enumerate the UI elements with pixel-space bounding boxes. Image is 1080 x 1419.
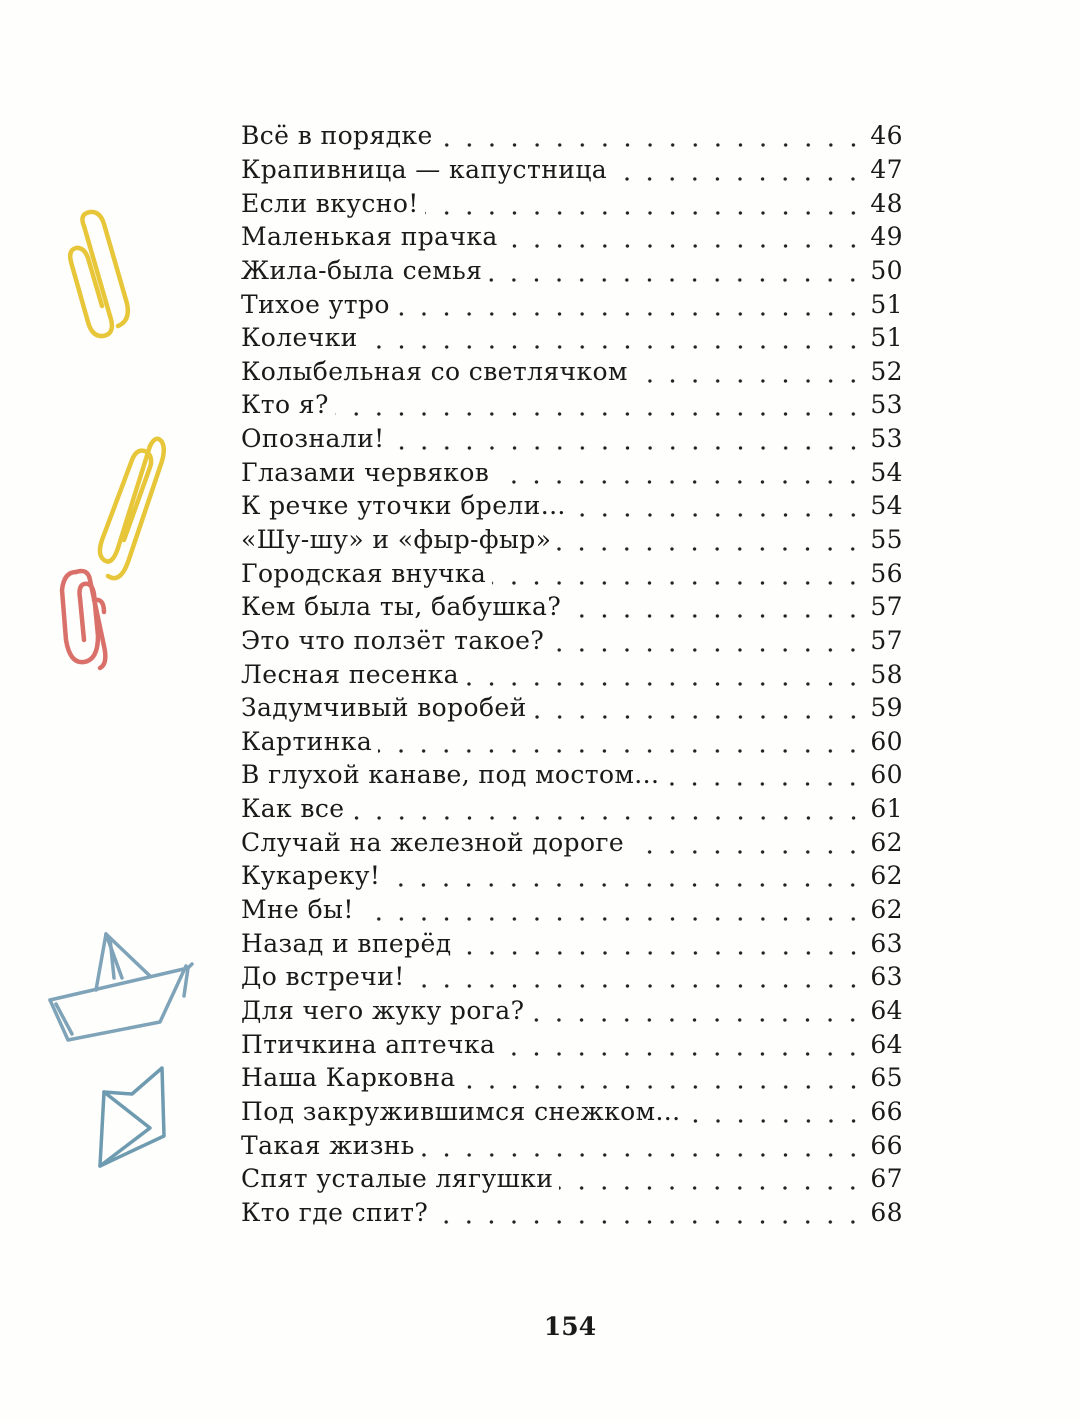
paperclip-icon [62,571,105,668]
triangle-icon [100,1068,164,1166]
toc-entry [241,926,903,960]
toc-entry-page: 61 [870,794,903,824]
dot-leader [634,359,865,384]
toc-entry [241,287,903,321]
dot-leader [488,258,864,283]
toc-entry [241,657,903,691]
toc-entry-title: Наша Карковна [241,1063,456,1093]
toc-entry-page: 59 [870,693,903,723]
toc-entry [241,825,903,859]
toc-entry [241,1027,903,1061]
dot-leader [533,695,865,720]
toc-entry [241,321,903,355]
toc-entry-title: Маленькая прачка [241,222,498,252]
dot-leader [613,157,864,182]
toc-entry [241,354,903,388]
toc-entry-title: Крапивница — капустница [241,154,608,184]
dot-leader [364,325,865,350]
dot-leader [557,527,864,552]
dot-leader [391,426,865,451]
toc-entry-title: Опознали! [241,424,385,454]
dot-leader [421,1133,865,1158]
toc-entry-title: Такая жизнь [241,1130,415,1160]
toc-entry-page: 63 [870,962,903,992]
toc-entry [241,1095,903,1129]
toc-entry [241,960,903,994]
toc-entry-page: 53 [870,424,903,454]
dot-leader [665,762,864,787]
toc-entry [241,624,903,658]
dot-leader [386,863,864,888]
dot-leader [458,931,865,956]
toc-entry-title: Картинка [241,726,373,756]
toc-entry-page: 64 [870,995,903,1025]
toc-entry-title: В глухой канаве, под мостом... [241,760,660,790]
toc-entry [241,220,903,254]
dot-leader [425,191,865,216]
dot-leader [465,662,864,687]
toc-entry-page: 55 [870,525,903,554]
toc-entry-page: 66 [870,1130,903,1160]
toc-entry [241,119,903,153]
toc-entry-title: Колыбельная со светлячком [241,356,628,386]
toc-entry-title: К речке уточки брели... [241,491,566,521]
toc-entry-page: 62 [870,861,903,891]
toc-entry-title: Глазами червяков [241,457,490,487]
toc-entry-page: 48 [870,188,903,218]
toc-entry-page: 62 [870,895,903,925]
toc-entry-page: 46 [870,121,903,151]
toc-entry [241,1162,903,1196]
toc-entry [241,994,903,1028]
toc-entry [241,859,903,893]
toc-entry-page: 47 [870,154,903,184]
dot-leader [335,392,865,417]
toc-entry-page: 57 [870,625,903,655]
dot-leader [462,1065,865,1090]
dot-leader [630,830,864,855]
toc-entry-page: 50 [870,255,903,285]
toc-entry-page: 57 [870,592,903,622]
dot-leader [396,292,865,317]
dot-leader [495,460,864,485]
toc-entry-title: Если вкусно! [241,188,419,218]
toc-entry-page: 65 [870,1063,903,1093]
dot-leader [559,1166,864,1191]
toc-entry [241,758,903,792]
toc-entry-page: 49 [870,222,903,252]
toc-entry [241,153,903,187]
toc-entry-title: «Шу-шу» и «фыр-фыр» [241,525,552,554]
toc-entry-title: Колечки [241,323,358,353]
dot-leader [687,1099,865,1124]
toc-entry-title: Под закружившимся снежком... [241,1096,681,1126]
toc-entry [241,523,903,557]
toc-entry-title: Городская внучка [241,558,487,588]
toc-entry-title: Кто я? [241,390,329,420]
toc-entry-title: Это что ползёт такое? [241,625,545,655]
toc-entry-page: 67 [870,1164,903,1194]
toc-entry-page: 62 [870,827,903,857]
toc-entry-page: 52 [870,356,903,386]
toc-entry [241,1196,903,1230]
toc-entry-title: Лесная песенка [241,659,459,689]
toc-entry-page: 58 [870,659,903,689]
dot-leader [567,594,864,619]
toc-entry-title: Тихое утро [241,289,390,319]
toc-entry-title: Птичкина аптечка [241,1029,496,1059]
dot-leader [411,964,865,989]
toc-entry [241,691,903,725]
table-of-contents [241,119,903,1229]
dot-leader [492,561,864,586]
toc-entry-page: 66 [870,1096,903,1126]
toc-entry [241,590,903,624]
toc-entry-title: Кукареку! [241,861,381,891]
toc-entry [241,556,903,590]
toc-entry-title: Кем была ты, бабушка? [241,592,562,622]
dot-leader [572,493,865,518]
toc-entry-page: 60 [870,760,903,790]
dot-leader [530,998,864,1023]
toc-entry-title: Всё в порядке [241,121,433,151]
toc-entry-title: Мне бы! [241,895,354,925]
toc-entry-title: Спят усталые лягушки [241,1164,554,1194]
toc-entry-page: 51 [870,323,903,353]
toc-entry-title: Жила-была семья [241,255,483,285]
dot-leader [550,628,864,653]
dot-leader [360,897,865,922]
toc-entry-page: 68 [870,1197,903,1227]
toc-entry-title: Назад и вперёд [241,928,452,958]
paperclip-icon [100,439,164,578]
dot-leader [434,1200,864,1225]
toc-entry-title: До встречи! [241,962,405,992]
toc-entry [241,1128,903,1162]
toc-entry [241,186,903,220]
toc-entry [241,792,903,826]
toc-entry [241,725,903,759]
toc-entry [241,893,903,927]
toc-entry-title: Случай на железной дороге [241,827,625,857]
toc-entry-page: 53 [870,390,903,420]
dot-leader [351,796,865,821]
toc-entry-title: Как все [241,794,345,824]
paperclip-icon [70,212,128,336]
dot-leader [501,1032,864,1057]
toc-entry [241,455,903,489]
dot-leader [504,224,865,249]
margin-decorations [0,0,240,1419]
paper-boat-icon [50,934,192,1040]
dot-leader [378,729,864,754]
toc-entry-page: 60 [870,726,903,756]
toc-entry-page: 64 [870,1029,903,1059]
toc-entry-page: 63 [870,928,903,958]
toc-entry-page: 54 [870,491,903,521]
toc-entry-title: Задумчивый воробей [241,693,527,723]
toc-entry-page: 54 [870,457,903,487]
toc-entry [241,388,903,422]
toc-entry [241,422,903,456]
dot-leader [439,123,865,148]
toc-entry [241,1061,903,1095]
toc-entry-title: Для чего жуку рога? [241,995,525,1025]
page-number: 154 [543,1312,597,1341]
toc-entry-title: Кто где спит? [241,1197,429,1227]
toc-entry [241,254,903,288]
toc-entry-page: 51 [870,289,903,319]
toc-entry-page: 56 [870,558,903,588]
toc-entry [241,489,903,523]
